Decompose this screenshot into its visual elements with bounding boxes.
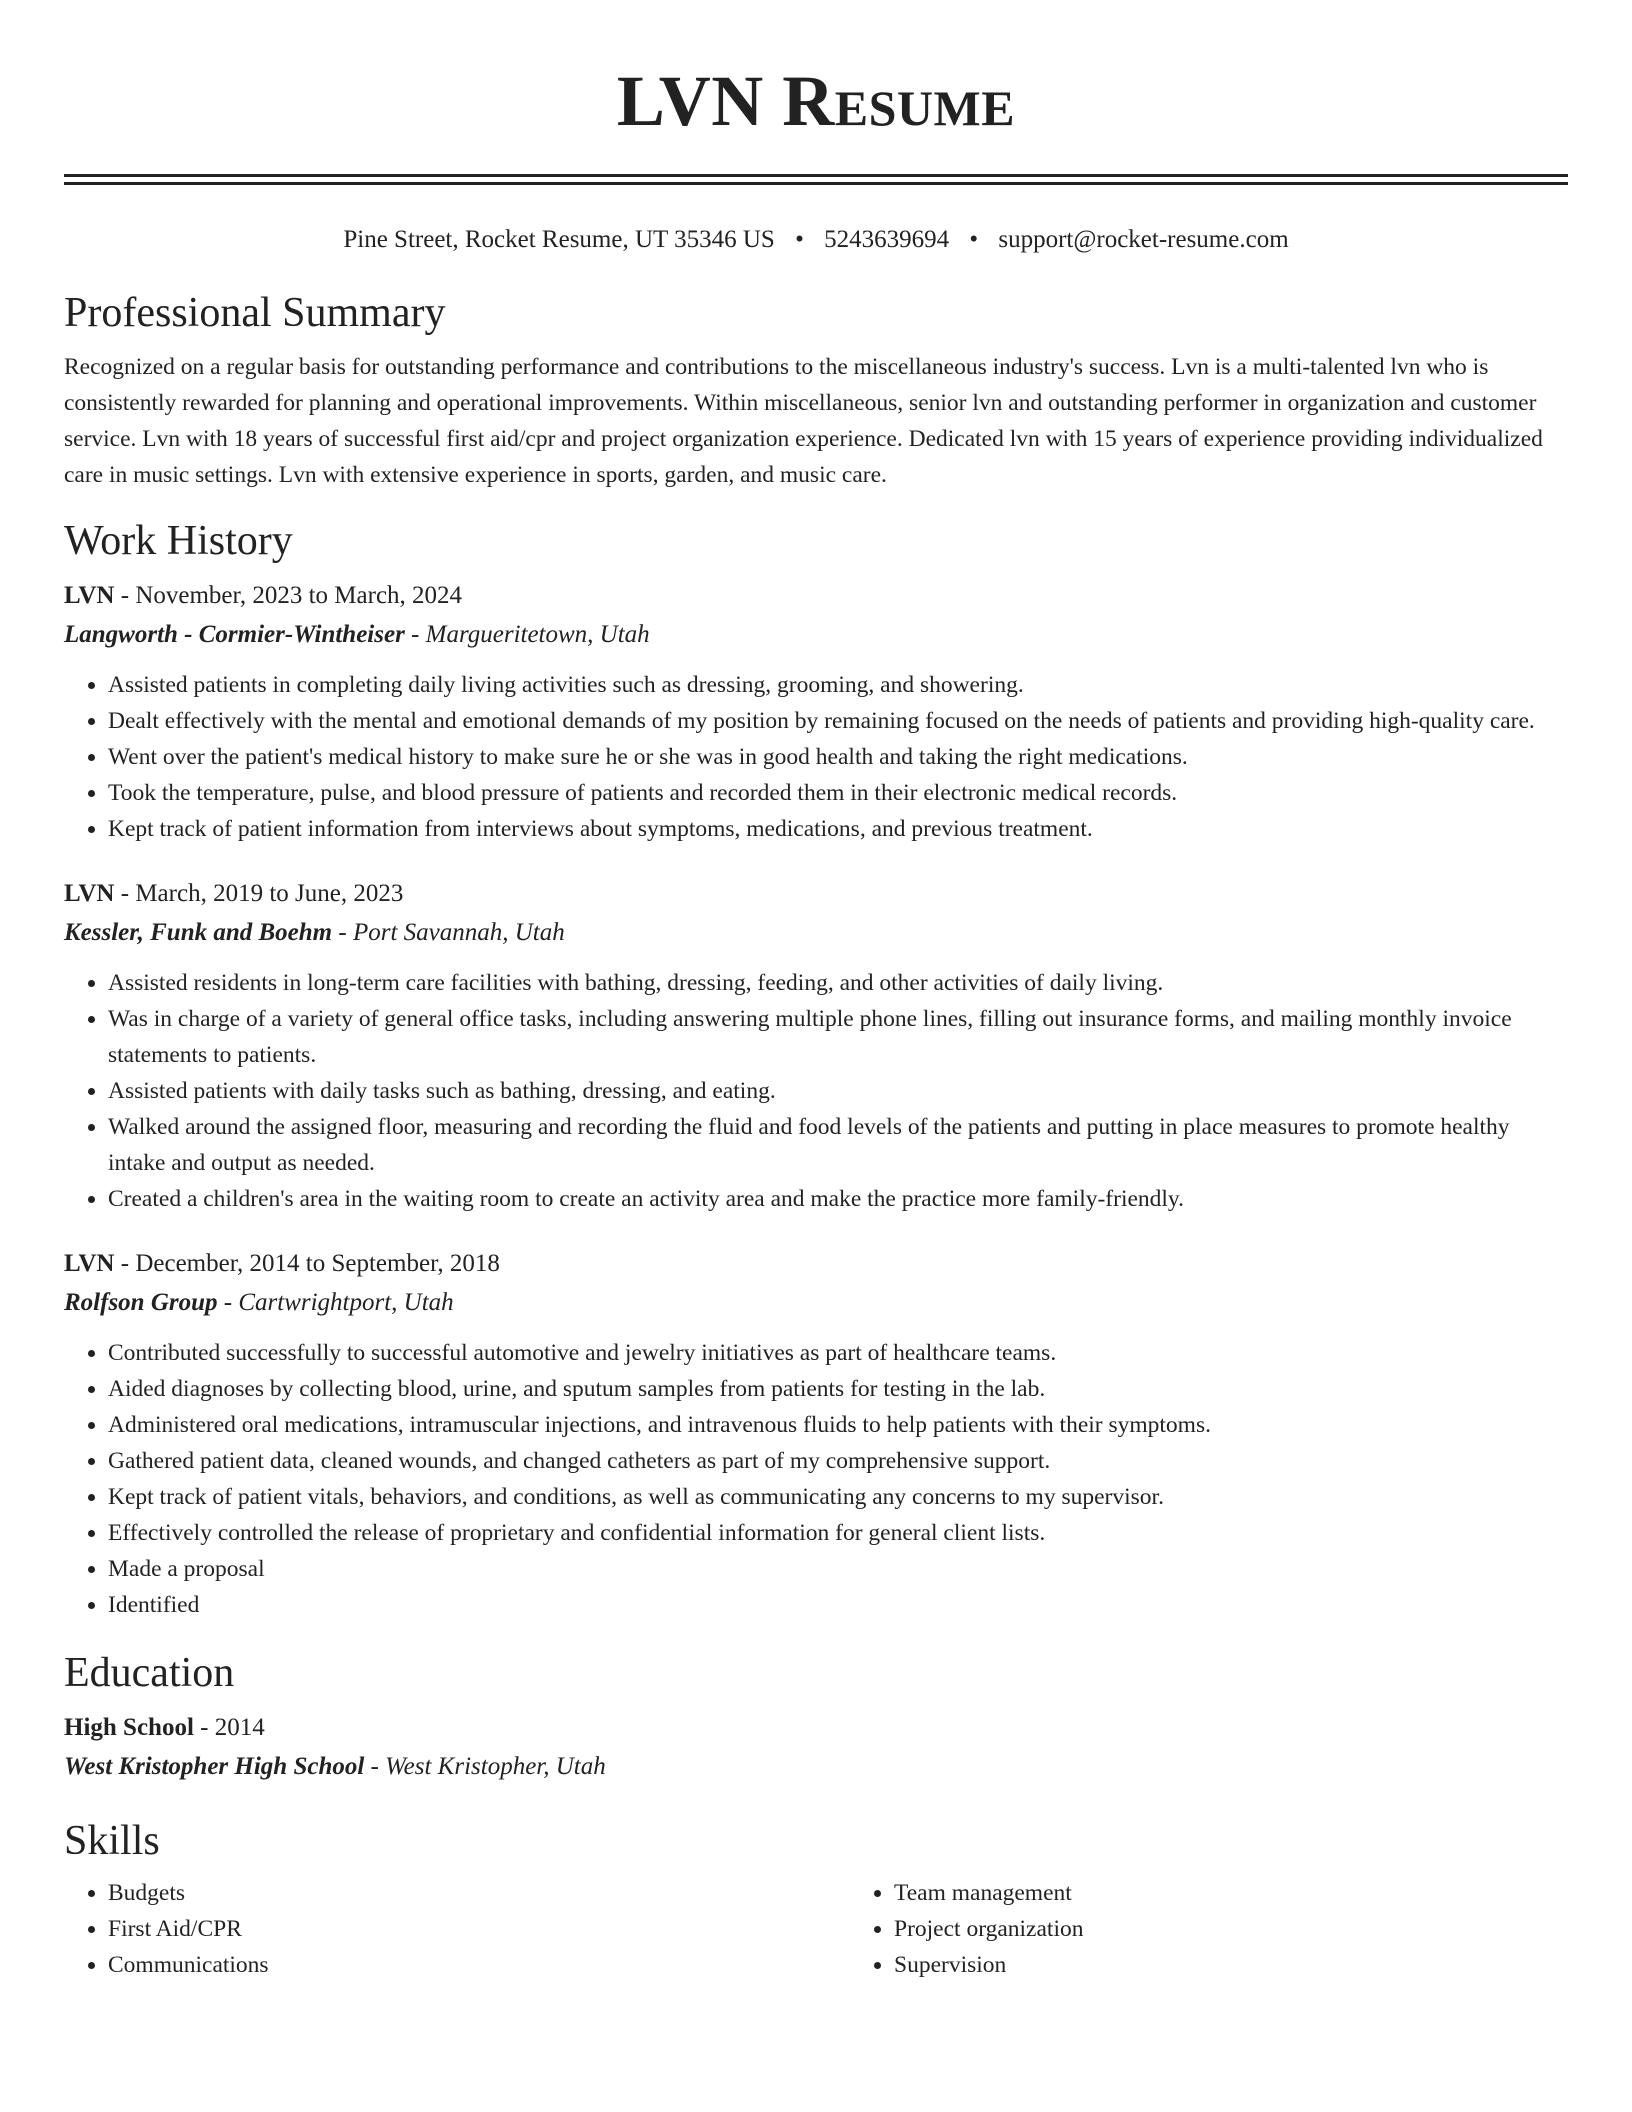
job-bullets [64, 667, 1568, 847]
summary-text: Recognized on a regular basis for outstanding performance and contributions to the miscellaneous industry's success. Lvn is a multi-talented lvn who is consistently rewarded for planning and operational improvements. Within miscellaneous, senior lvn and outstanding performer in organization and customer service. Lvn with 18 years of successful first aid/cpr and project organization experience. Dedicated lvn with 15 years of experience providing individualized care in music settings. Lvn with extensive experience in sports, garden, and music care. [64, 354, 1543, 488]
education-heading: Education [64, 1650, 235, 1696]
title-double-rule [64, 174, 1568, 185]
job-dates: - November, 2023 to March, 2024 [114, 582, 463, 609]
list-item: • Dealt effectively with the mental and emotional demands of my position by remaining focused on the needs of patients and providing high-quality care. [108, 703, 1568, 739]
list-item: • Kept track of patient vitals, behaviors, and conditions, as well as communicating any concerns to my supervisor. [108, 1479, 1568, 1515]
job-dates: - March, 2019 to June, 2023 [114, 880, 404, 907]
list-item: • Communications [108, 1947, 850, 1983]
resume-title: LVN Resume [616, 61, 1016, 141]
contact-line [64, 223, 1568, 257]
list-item: • Was in charge of a variety of general office tasks, including answering multiple phone lines, filling out insurance forms, and mailing monthly invoice statements to patients. [108, 1001, 1568, 1073]
job-heading [64, 1245, 1568, 1283]
list-item: • Effectively controlled the release of proprietary and confidential information for general client lists. [108, 1515, 1568, 1551]
job-location: - Port Savannah, Utah [332, 919, 565, 946]
job-heading [64, 875, 1568, 913]
work-history-section [64, 515, 1568, 1623]
skills-right-column [850, 1875, 1632, 1983]
list-item: • Team management [894, 1875, 1632, 1911]
contact-email: support@rocket-resume.com [998, 226, 1289, 253]
skills-left-column [64, 1875, 850, 1983]
job-title: LVN [64, 1250, 115, 1277]
job-title: LVN [64, 880, 115, 907]
job-entry [64, 1245, 1568, 1623]
job-entry [64, 875, 1568, 1217]
work-history-heading: Work History [64, 518, 293, 564]
job-bullets [64, 1335, 1568, 1623]
job-employer [64, 913, 1568, 953]
list-item: • Aided diagnoses by collecting blood, urine, and sputum samples from patients for testing in the lab. [108, 1371, 1568, 1407]
job-entry [64, 577, 1568, 847]
job-employer [64, 615, 1568, 655]
education-location: - West Kristopher, Utah [364, 1753, 606, 1780]
list-item: • Took the temperature, pulse, and blood pressure of patients and recorded them in their electronic medical records. [108, 775, 1568, 811]
education-degree-line [64, 1709, 1568, 1747]
list-item: • Kept track of patient information from interviews about symptoms, medications, and previous treatment. [108, 811, 1568, 847]
skills-heading: Skills [64, 1818, 160, 1864]
list-item: • Assisted residents in long-term care facilities with bathing, dressing, feeding, and other activities of daily living. [108, 965, 1568, 1001]
job-heading [64, 577, 1568, 615]
list-item: • Created a children's area in the waiting room to create an activity area and make the practice more family-friendly. [108, 1181, 1568, 1217]
contact-separator: • [969, 226, 979, 253]
education-year: - 2014 [193, 1714, 265, 1741]
education-school-line [64, 1747, 1568, 1787]
list-item: • Assisted patients in completing daily living activities such as dressing, grooming, and showering. [108, 667, 1568, 703]
list-item: • Administered oral medications, intramuscular injections, and intravenous fluids to help patients with their symptoms. [108, 1407, 1568, 1443]
list-item: • Project organization [894, 1911, 1632, 1947]
skills-grid [64, 1875, 1568, 1983]
list-item: • Made a proposal [108, 1551, 1568, 1587]
job-company: Rolfson Group [64, 1289, 218, 1316]
summary-section [64, 287, 1568, 493]
list-item: • Walked around the assigned floor, measuring and recording the fluid and food levels of the patients and putting in place measures to promote healthy intake and output as needed. [108, 1109, 1568, 1181]
list-item: • Budgets [108, 1875, 850, 1911]
list-item: • Identified [108, 1587, 1568, 1623]
summary-heading: Professional Summary [64, 290, 446, 336]
contact-phone: 5243639694 [824, 226, 950, 253]
contact-address: Pine Street, Rocket Resume, UT 35346 US [343, 226, 775, 253]
education-school: West Kristopher High School [64, 1753, 365, 1780]
education-degree: High School [64, 1714, 194, 1741]
education-section [64, 1647, 1568, 1787]
list-item: • Went over the patient's medical history to make sure he or she was in good health and taking the right medications. [108, 739, 1568, 775]
list-item: • First Aid/CPR [108, 1911, 850, 1947]
contact-separator: • [795, 226, 804, 253]
list-item: • Assisted patients with daily tasks such as bathing, dressing, and eating. [108, 1073, 1568, 1109]
job-location: - Cartwrightport, Utah [217, 1289, 454, 1316]
job-company: Kessler, Funk and Boehm [64, 919, 333, 946]
list-item: • Contributed successfully to successful automotive and jewelry initiatives as part of healthcare teams. [108, 1335, 1568, 1371]
list-item: • Supervision [894, 1947, 1632, 1983]
skills-section [64, 1815, 1568, 1983]
job-company: Langworth - Cormier-Wintheiser [64, 621, 405, 648]
job-title: LVN [64, 582, 115, 609]
job-dates: - December, 2014 to September, 2018 [114, 1250, 500, 1277]
list-item: • Gathered patient data, cleaned wounds, and changed catheters as part of my comprehensive support. [108, 1443, 1568, 1479]
job-employer [64, 1283, 1568, 1323]
job-location: - Margueritetown, Utah [404, 621, 650, 648]
job-bullets [64, 965, 1568, 1217]
